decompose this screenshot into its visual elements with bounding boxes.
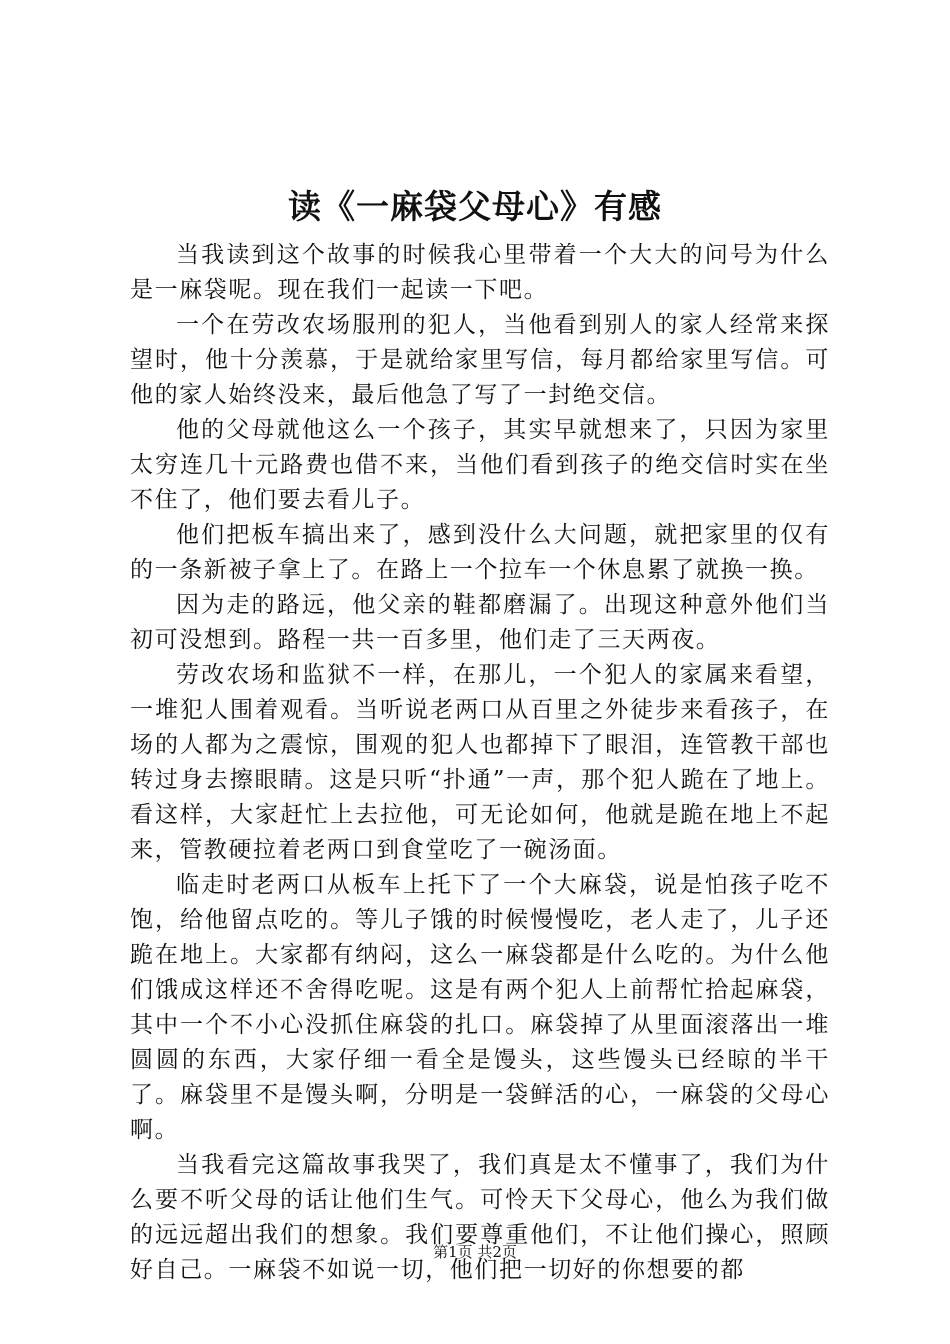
page-footer: 第1页 共2页 — [433, 1243, 517, 1261]
paragraph-3: 他的父母就他这么一个孩子，其实早就想来了，只因为家里太穷连几十元路费也借不来，当他们看到孩子的绝交信时实在坐不住了，他们要去看儿子。 — [130, 417, 830, 513]
paragraph-2: 一个在劳改农场服刑的犯人，当他看到别人的家人经常来探望时，他十分羡慕，于是就给家里写信，每月都给家里写信。可他的家人始终没来，最后他急了写了一封绝交信。 — [130, 312, 830, 408]
document-body — [130, 238, 830, 1288]
paragraph-1: 当我读到这个故事的时候我心里带着一个大大的问号为什么是一麻袋呢。现在我们一起读一下吧。 — [130, 242, 830, 303]
paragraph-6: 劳改农场和监狱不一样，在那儿，一个犯人的家属来看望，一堆犯人围着观看。当听说老两口从百里之外徒步来看孩子，在场的人都为之震惊，围观的犯人也都掉下了眼泪，连管教干部也转过身去擦眼睛。这是只听“扑通”一声，那个犯人跪在了地上。看这样，大家赶忙上去拉他，可无论如何，他就是跪在地上不起来，管教硬拉着老两口到食堂吃了一碗汤面。 — [130, 662, 830, 863]
paragraph-4: 他们把板车搞出来了，感到没什么大问题，就把家里的仅有的一条新被子拿上了。在路上一个拉车一个休息累了就换一换。 — [130, 522, 830, 583]
document-title: 读《一麻袋父母心》有感 — [288, 187, 662, 226]
paragraph-8: 当我看完这篇故事我哭了，我们真是太不懂事了，我们为什么要不听父母的话让他们生气。可怜天下父母心，他么为我们做的远远超出我们的想象。我们要尊重他们，不让他们操心，照顾好自己。一麻袋不如说一切，他们把一切好的你想要的都 — [130, 1152, 830, 1283]
paragraph-7: 临走时老两口从板车上托下了一个大麻袋，说是怕孩子吃不饱，给他留点吃的。等儿子饿的时候慢慢吃，老人走了，儿子还跪在地上。大家都有纳闷，这么一麻袋都是什么吃的。为什么他们饿成这样还不舍得吃呢。这是有两个犯人上前帮忙拾起麻袋，其中一个不小心没抓住麻袋的扎口。麻袋掉了从里面滚落出一堆圆圆的东西，大家仔细一看全是馒头，这些馒头已经晾的半干了。麻袋里不是馒头啊，分明是一袋鲜活的心，一麻袋的父母心啊。 — [130, 872, 830, 1143]
paragraph-5: 因为走的路远，他父亲的鞋都磨漏了。出现这种意外他们当初可没想到。路程一共一百多里，他们走了三天两夜。 — [130, 592, 830, 653]
